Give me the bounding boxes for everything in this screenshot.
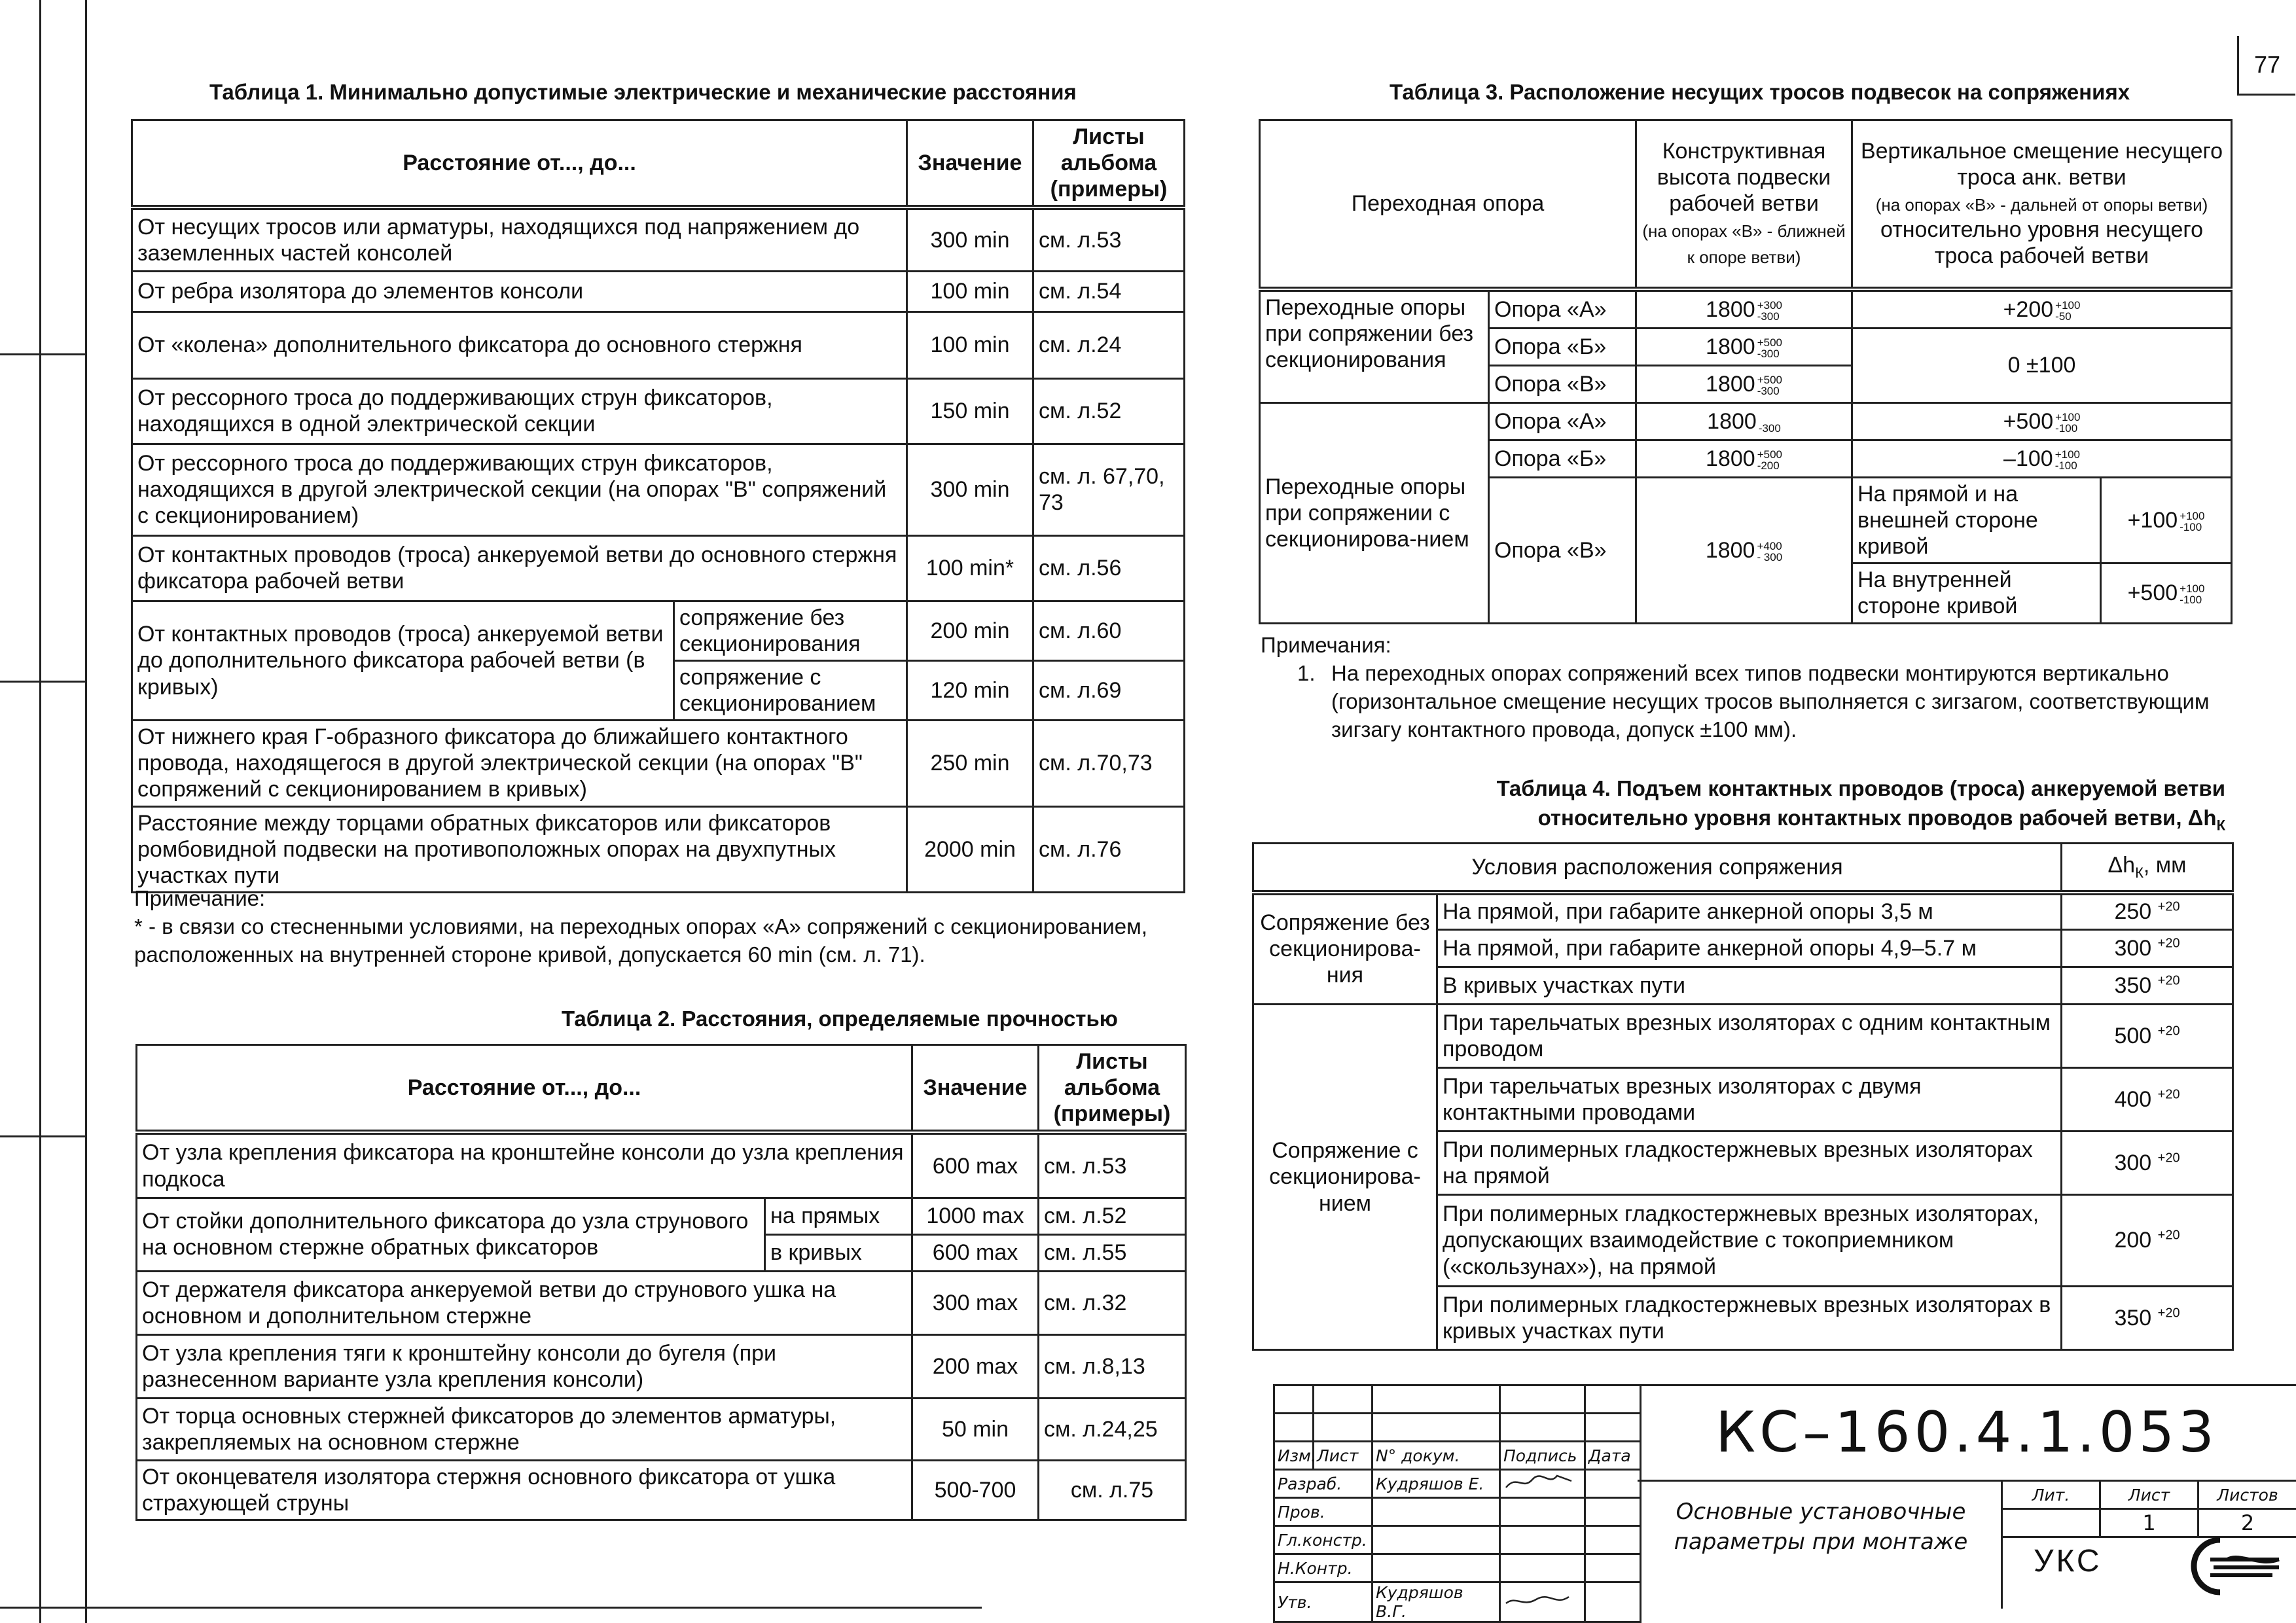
tol-down: -300 xyxy=(1757,310,1780,323)
t3-header-offset xyxy=(1852,120,2232,289)
t3-g1-a-offset xyxy=(1852,289,2232,329)
t3-g2-a: Опора «А» xyxy=(1489,403,1636,440)
t3-header-offset-main: Вертикальное смещение несущего троса анк. ветви xyxy=(1860,138,2223,190)
t4-row3-value xyxy=(2062,967,2233,1005)
t1-row8-value: 250 min xyxy=(907,721,1033,806)
t3-g1-a-height xyxy=(1636,289,1852,329)
stamp-col-change: Изм. xyxy=(1274,1442,1314,1470)
t3-g1-c: Опора «В» xyxy=(1489,366,1636,403)
tol-up: +100 xyxy=(2179,510,2205,523)
tol-up: +100 xyxy=(2055,298,2081,312)
t4-header-dh xyxy=(2062,844,2233,893)
stamp-sheets-label: Листов xyxy=(2198,1481,2296,1509)
t4-row6-text: При полимерных гладкостержневых врезных изоляторах на прямой xyxy=(1437,1132,2062,1195)
t3-group2: Переходные опоры при сопряжении с секционирова-нием xyxy=(1260,403,1489,624)
stamp-sheet-table xyxy=(2001,1480,2296,1538)
page-number-box xyxy=(2237,36,2295,96)
t3-g2-b-offset-tol xyxy=(2055,449,2080,471)
t1-row1-value: 300 min xyxy=(907,207,1033,271)
t3-g1-c-height xyxy=(1636,366,1852,403)
tol-down: -300 xyxy=(1758,421,1781,435)
t3-g1-a-height-value: 1800 xyxy=(1706,296,1755,322)
table3-caption: Таблица 3. Расположение несущих тросов подвесок на сопряжениях xyxy=(1390,80,2130,104)
tolerance: +20 xyxy=(2157,1087,2180,1102)
t2-row2-text: От стойки дополнительного фиксатора до узла струнового на основном стержне обратных фиксаторов xyxy=(137,1198,765,1271)
tolerance: +20 xyxy=(2157,1306,2180,1321)
stamp-col-signature: Подпись xyxy=(1500,1442,1585,1470)
t2-row2a-value: 1000 max xyxy=(912,1198,1039,1234)
t3-g2-a-offset-value: +500 xyxy=(2003,408,2054,434)
t3-g2-c-case1-tol xyxy=(2179,510,2204,533)
t1-row5-value: 300 min xyxy=(907,444,1033,535)
table3-note-title: Примечания: xyxy=(1261,633,1391,657)
table1-note xyxy=(134,885,1185,969)
value: 350 xyxy=(2114,972,2152,998)
table4-caption-line2-wrap xyxy=(1407,804,2225,835)
t1-row9-value: 2000 min xyxy=(907,806,1033,892)
t4-row1-text: На прямой, при габарите анкерной опоры 3,5 м xyxy=(1437,893,2062,930)
t4-row8-value xyxy=(2062,1287,2233,1350)
t2-row4-text: От узла крепления тяги к кронштейну консоли до бугеля (при разнесенном варианте узла крепления консоли) xyxy=(137,1334,912,1398)
t2-row1-text: От узла крепления фиксатора на кронштейне консоли до узла крепления подкоса xyxy=(137,1132,912,1198)
t4-row7-value xyxy=(2062,1195,2233,1287)
table1 xyxy=(131,119,1185,893)
stamp-role-approver: Утв. xyxy=(1274,1582,1372,1622)
stamp-developer-signature xyxy=(1500,1470,1585,1498)
tol-up: +100 xyxy=(2054,448,2080,461)
t2-row2a-ref: см. л.52 xyxy=(1039,1198,1186,1234)
t1-row7a-value: 200 min xyxy=(907,601,1033,660)
t3-g2-a-offset-tol xyxy=(2055,412,2080,434)
t4-row3-text: В кривых участках пути xyxy=(1437,967,2062,1005)
t1-row7b-cond: сопряжение с секционированием xyxy=(674,661,907,721)
tolerance: +20 xyxy=(2157,1024,2180,1039)
stamp-role-norm: Н.Контр. xyxy=(1274,1554,1372,1582)
t2-row3-text: От держателя фиксатора анкеруемой ветви до струнового ушка на основном и дополнительном стержне xyxy=(137,1271,912,1334)
stamp-right xyxy=(1638,1384,2296,1609)
t3-g1-a-offset-value: +200 xyxy=(2003,296,2054,322)
t1-row4-value: 150 min xyxy=(907,378,1033,444)
t3-g2-b-offset xyxy=(1852,440,2232,478)
t1-row5-text: От рессорного троса до поддерживающих струн фиксаторов, находящихся в другой электрической секции (на опорах "В" сопряжений с секционированием) xyxy=(132,444,907,535)
tolerance: +20 xyxy=(2157,936,2180,951)
value: 300 xyxy=(2114,935,2152,961)
t1-row8-text: От нижнего края Г-образного фиксатора до ближайшего контактного провода, находящегося в другой электрической секции (на опорах "В" сопряжений с секционированием в кривых) xyxy=(132,721,907,806)
tol-down: -100 xyxy=(2054,459,2077,472)
t1-row3-value: 100 min xyxy=(907,312,1033,378)
t3-header-offset-note: (на опорах «В» - дальней от опоры ветви) xyxy=(1875,195,2208,215)
stamp-sheet-value: 1 xyxy=(2100,1509,2198,1537)
t1-row7a-ref: см. л.60 xyxy=(1033,601,1185,660)
stamp-developer-name: Кудряшов Е. xyxy=(1372,1470,1500,1498)
t1-row9-text: Расстояние между торцами обратных фиксаторов или фиксаторов ромбовидной подвески на противоположных опорах на двухпутных участках пути xyxy=(132,806,907,892)
t3-g2-b-offset-value: –100 xyxy=(2003,446,2053,471)
t4-header-dh-unit: , мм xyxy=(2143,853,2187,878)
tol-up: +100 xyxy=(2055,410,2081,423)
tol-up: +500 xyxy=(1757,373,1782,386)
t2-row1-value: 600 max xyxy=(912,1132,1039,1198)
stamp-col-sheet: Лист xyxy=(1314,1442,1372,1470)
stamp-role-chief: Гл.констр. xyxy=(1274,1526,1372,1554)
t2-header-distance: Расстояние от..., до... xyxy=(137,1045,912,1133)
t2-row3-ref: см. л.32 xyxy=(1039,1271,1186,1334)
signature-icon xyxy=(1503,1589,1575,1611)
title-block xyxy=(1273,1384,2296,1621)
stamp-role-developer: Разраб. xyxy=(1274,1470,1372,1498)
t2-row2b-value: 600 max xyxy=(912,1234,1039,1271)
t4-group1: Сопряжение без секционирова-ния xyxy=(1253,893,1437,1005)
t1-header-distance: Расстояние от..., до... xyxy=(132,120,907,208)
t3-g2-b-height xyxy=(1636,440,1852,478)
signature-icon xyxy=(1503,1471,1575,1493)
t1-row3-ref: см. л.24 xyxy=(1033,312,1185,378)
table1-caption: Таблица 1. Минимально допустимые электрические и механические расстояния xyxy=(209,80,1077,104)
t1-header-sheets: Листы альбома (примеры) xyxy=(1033,120,1185,208)
t1-row7a-cond: сопряжение без секционирования xyxy=(674,601,907,660)
t1-row4-text: От рессорного троса до поддерживающих струн фиксаторов, находящихся в одной электрической секции xyxy=(132,378,907,444)
t1-row6-ref: см. л.56 xyxy=(1033,535,1185,601)
t3-g2-c: Опора «В» xyxy=(1489,478,1636,624)
t3-g2-b-height-tol xyxy=(1757,449,1782,471)
t3-header-support: Переходная опора xyxy=(1260,120,1636,289)
tol-down: -300 xyxy=(1757,384,1780,397)
t2-row4-ref: см. л.8,13 xyxy=(1039,1334,1186,1398)
stamp-approver-name: Кудряшов В.Г. xyxy=(1372,1582,1500,1622)
t3-g2-a-offset xyxy=(1852,403,2232,440)
t4-row5-text: При тарельчатых врезных изоляторах с двумя контактными проводами xyxy=(1437,1068,2062,1132)
t4-row4-text: При тарельчатых врезных изоляторах с одним контактным проводом xyxy=(1437,1005,2062,1068)
table2-caption: Таблица 2. Расстояния, определяемые прочностью xyxy=(562,1007,1118,1031)
tol-up: +100 xyxy=(2179,582,2205,596)
t4-row6-value xyxy=(2062,1132,2233,1195)
table3-note xyxy=(1261,632,2210,744)
stamp-approver-signature xyxy=(1500,1582,1585,1622)
t3-g2-c-height xyxy=(1636,478,1852,624)
tol-up: +500 xyxy=(1757,336,1782,349)
t1-row9-ref: см. л.76 xyxy=(1033,806,1185,892)
stamp-lit-label: Лит. xyxy=(2002,1481,2100,1509)
t3-g1-c-height-tol xyxy=(1757,374,1782,397)
tol-up: +500 xyxy=(1757,448,1782,461)
t3-g2-c-case1-value: +100 xyxy=(2127,508,2178,533)
table3-note-number: 1. xyxy=(1297,660,1316,685)
stamp-sheet-label: Лист xyxy=(2100,1481,2198,1509)
table1-note-text: * - в связи со стесненными условиями, на переходных опорах «А» сопряжений с секционированием, расположенных на внутренней стороне кривой, допускается 60 min (см. л. 71). xyxy=(134,914,1147,967)
tolerance: +20 xyxy=(2157,973,2180,988)
stamp-col-date: Дата xyxy=(1585,1442,1641,1470)
t3-g2-c-case2-offset xyxy=(2101,563,2232,623)
t3-g2-c-height-tol xyxy=(1757,541,1782,563)
table4-caption xyxy=(1407,774,2225,835)
t2-row3-value: 300 max xyxy=(912,1271,1039,1334)
t4-row2-text: На прямой, при габарите анкерной опоры 4,9–5.7 м xyxy=(1437,930,2062,967)
t1-row2-value: 100 min xyxy=(907,271,1033,312)
t2-header-sheets: Листы альбома (примеры) xyxy=(1039,1045,1186,1133)
t4-header-dh-sub: К xyxy=(2135,865,2144,882)
t2-row6-ref: см. л.75 xyxy=(1039,1460,1186,1520)
t3-g1-b: Опора «Б» xyxy=(1489,329,1636,366)
table4 xyxy=(1252,842,2234,1351)
t3-g2-c-height-value: 1800 xyxy=(1705,537,1755,563)
value: 350 xyxy=(2114,1305,2152,1330)
t4-row4-value xyxy=(2062,1005,2233,1068)
stamp-sheets-value: 2 xyxy=(2198,1509,2296,1537)
tol-down: -100 xyxy=(2179,521,2202,534)
t1-row5-ref: см. л. 67,70, 73 xyxy=(1033,444,1185,535)
stamp-org: УКС xyxy=(2034,1544,2102,1578)
t2-row5-ref: см. л.24,25 xyxy=(1039,1398,1186,1460)
t2-row6-text: От оконцевателя изолятора стержня основного фиксатора от ушка страхующей струны xyxy=(137,1460,912,1520)
value: 300 xyxy=(2114,1150,2152,1175)
t1-row2-text: От ребра изолятора до элементов консоли xyxy=(132,271,907,312)
tol-down: -100 xyxy=(2179,594,2202,607)
t1-header-value: Значение xyxy=(907,120,1033,208)
tol-down: -300 xyxy=(1757,347,1780,360)
t2-header-value: Значение xyxy=(912,1045,1039,1133)
value: 250 xyxy=(2114,899,2152,925)
tol-up: +400 xyxy=(1757,539,1782,552)
t3-g1-bc-offset: 0 ±100 xyxy=(1852,329,2232,403)
t2-row6-value: 500-700 xyxy=(912,1460,1039,1520)
table4-caption-line1: Таблица 4. Подъем контактных проводов (троса) анкеруемой ветви xyxy=(1496,776,2225,800)
t1-row7-text: От контактных проводов (троса) анкеруемой ветви до дополнительного фиксатора рабочей ветви (в кривых) xyxy=(132,601,674,720)
t2-row1-ref: см. л.53 xyxy=(1039,1132,1186,1198)
t3-g1-a: Опора «А» xyxy=(1489,289,1636,329)
t1-row4-ref: см. л.52 xyxy=(1033,378,1185,444)
t4-group2: Сопряжение с секционирова-нием xyxy=(1253,1005,1437,1350)
t1-row6-value: 100 min* xyxy=(907,535,1033,601)
t3-header-height-note: (на опорах «В» - ближней к опоре ветви) xyxy=(1642,221,1846,268)
t1-row1-ref: см. л.53 xyxy=(1033,207,1185,271)
value: 200 xyxy=(2114,1228,2152,1253)
t3-g1-c-height-value: 1800 xyxy=(1706,371,1755,397)
company-logo-icon xyxy=(2174,1533,2286,1599)
t1-row1-text: От несущих тросов или арматуры, находящихся под напряжением до заземленных частей консолей xyxy=(132,207,907,271)
t3-g2-c-case1-offset xyxy=(2101,478,2232,563)
t3-g1-b-height-value: 1800 xyxy=(1706,334,1755,359)
t3-g1-a-offset-tol xyxy=(2055,300,2080,322)
t1-row7b-value: 120 min xyxy=(907,661,1033,721)
t1-row6-text: От контактных проводов (троса) анкеруемой ветви до основного стержня фиксатора рабочей ветви xyxy=(132,535,907,601)
t3-g1-b-height xyxy=(1636,329,1852,366)
t4-row7-text: При полимерных гладкостержневых врезных изоляторах, допускающих взаимодействие с токоприемником («скользунах»), на прямой xyxy=(1437,1195,2062,1287)
t3-g2-a-height-tol xyxy=(1759,412,1781,434)
t4-row2-value xyxy=(2062,930,2233,967)
t4-row5-value xyxy=(2062,1068,2233,1132)
t3-g2-a-height-value: 1800 xyxy=(1707,408,1757,434)
t1-row7b-ref: см. л.69 xyxy=(1033,661,1185,721)
stamp-col-docnum: N° докум. xyxy=(1372,1442,1500,1470)
tolerance: +20 xyxy=(2157,1228,2180,1243)
t4-row8-text: При полимерных гладкостержневых врезных изоляторах в кривых участках пути xyxy=(1437,1287,2062,1350)
t3-g2-c-case2-tol xyxy=(2179,583,2204,605)
t3-g2-c-case2: На внутренней стороне кривой xyxy=(1852,563,2101,623)
table2 xyxy=(135,1044,1187,1521)
tol-down: -100 xyxy=(2055,421,2078,435)
table3 xyxy=(1259,119,2233,624)
tol-up: +300 xyxy=(1757,298,1782,312)
page-number: 77 xyxy=(2253,51,2281,78)
t3-g2-b: Опора «Б» xyxy=(1489,440,1636,478)
t3-g1-b-height-tol xyxy=(1757,337,1782,359)
value: 500 xyxy=(2114,1023,2152,1048)
t2-row5-value: 50 min xyxy=(912,1398,1039,1460)
stamp-doc-code: КС–160.4.1.053 xyxy=(1638,1386,2296,1482)
stamp-role-checker: Пров. xyxy=(1274,1498,1372,1526)
value: 400 xyxy=(2114,1086,2152,1112)
t2-row4-value: 200 max xyxy=(912,1334,1039,1398)
t2-row5-text: От торца основных стержней фиксаторов до элементов арматуры, закрепляемых на основном стержне xyxy=(137,1398,912,1460)
stamp-signature-table xyxy=(1273,1384,1641,1623)
tolerance: +20 xyxy=(2157,1150,2180,1166)
t3-g2-c-case2-value: +500 xyxy=(2127,580,2178,606)
t3-header-offset-tail: относительно уровня несущего троса рабочей ветви xyxy=(1880,217,2203,269)
t2-row2b-ref: см. л.55 xyxy=(1039,1234,1186,1271)
t3-g1-a-height-tol xyxy=(1757,300,1782,322)
t3-header-height-main: Конструктивная высота подвески рабочей ветви xyxy=(1657,138,1831,217)
t2-row2b-cond: в кривых xyxy=(765,1234,912,1271)
t2-row2a-cond: на прямых xyxy=(765,1198,912,1234)
stamp-title: Основные установочные параметры при монтаже xyxy=(1674,1499,1968,1555)
t3-g2-b-height-value: 1800 xyxy=(1706,446,1755,471)
t4-header-conditions: Условия расположения сопряжения xyxy=(1253,844,2062,893)
tol-down: -200 xyxy=(1757,459,1780,472)
tol-down: - 300 xyxy=(1757,550,1783,563)
t3-g2-c-case1: На прямой и на внешней стороне кривой xyxy=(1852,478,2101,563)
table1-note-title: Примечание: xyxy=(134,886,266,910)
t4-row1-value xyxy=(2062,893,2233,930)
t1-row3-text: От «колена» дополнительного фиксатора до основного стержня xyxy=(132,312,907,378)
t1-row2-ref: см. л.54 xyxy=(1033,271,1185,312)
tolerance: +20 xyxy=(2157,899,2180,914)
t3-header-height xyxy=(1636,120,1852,289)
table4-caption-line2: относительно уровня контактных проводов рабочей ветви, Δh xyxy=(1537,805,2217,830)
t4-header-dh-symbol: Δh xyxy=(2108,853,2136,878)
table4-caption-sub: К xyxy=(2216,817,2225,834)
t1-row8-ref: см. л.70,73 xyxy=(1033,721,1185,806)
t3-group1: Переходные опоры при сопряжении без секционирования xyxy=(1260,289,1489,403)
table3-note-text: На переходных опорах сопряжений всех типов подвески монтируются вертикально (горизонтальное смещение несущих тросов выполняется с зигзагом, соответствующим зигзагу контактного провода, допуск ±100 мм). xyxy=(1331,660,2210,741)
tol-down: -50 xyxy=(2055,310,2072,323)
t3-g2-a-height xyxy=(1636,403,1852,440)
